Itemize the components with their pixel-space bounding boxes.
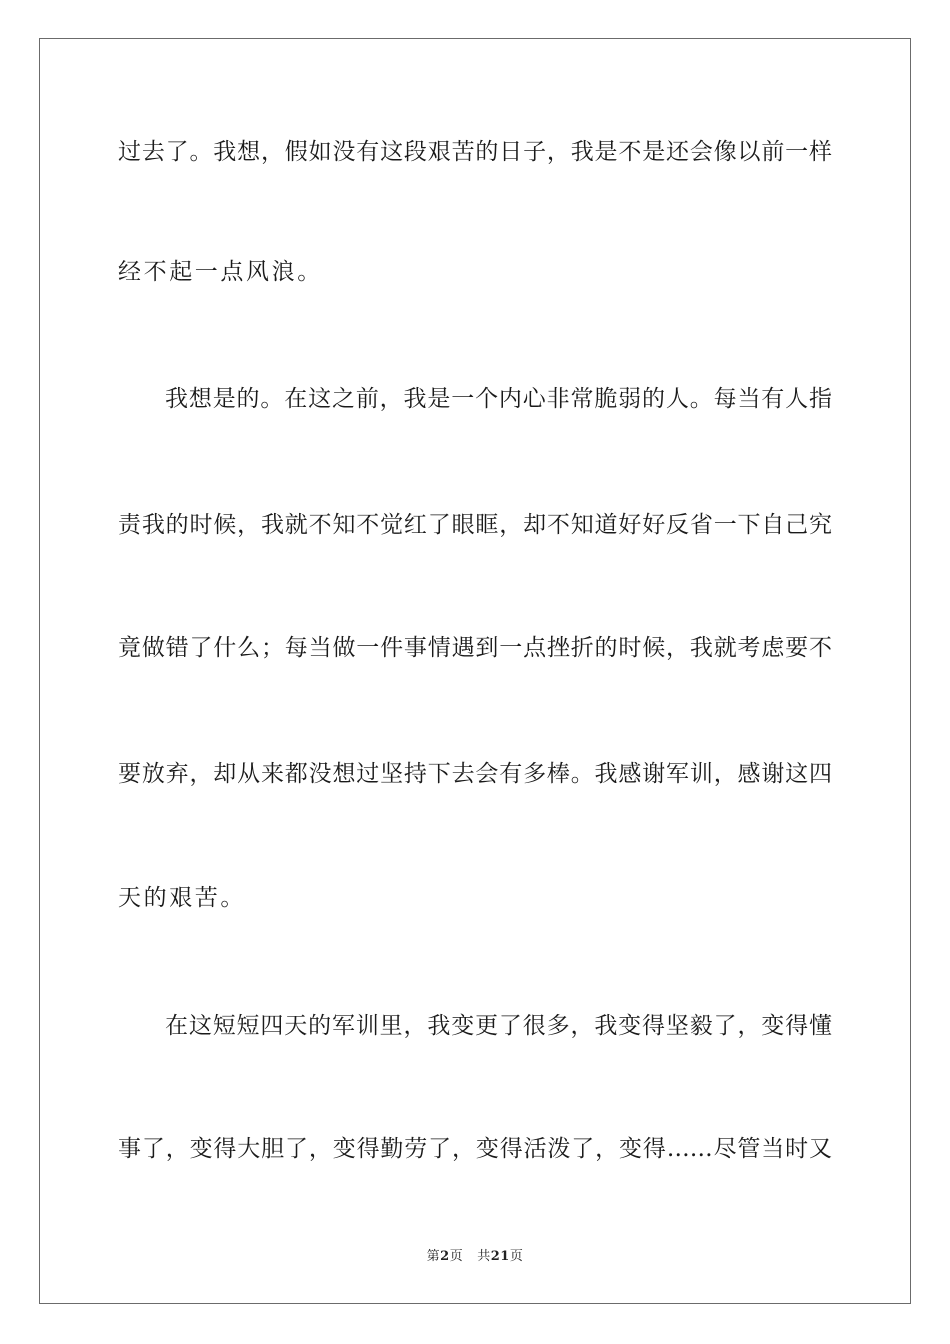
footer-total-pages: 21 [490,1249,510,1264]
footer-total-prefix: 共 [477,1249,491,1264]
paragraph-start-line: 我想是的。在这之前，我是一个内心非常脆弱的人。每当有人指 [165,386,832,412]
body-line-6: 要放弃，却从来都没想过坚持下去会有多棒。我感谢军训，感谢这四 [118,761,832,787]
footer-page-suffix: 页 [449,1249,464,1264]
footer-page-prefix: 第 [426,1249,441,1264]
body-line-7: 天的艰苦。 [118,885,246,911]
body-line-9: 事了，变得大胆了，变得勤劳了，变得活泼了，变得……尽管当时又 [118,1136,832,1162]
page-border [39,38,911,1304]
body-line-4: 责我的时候，我就不知不觉红了眼眶，却不知道好好反省一下自己究 [118,512,832,538]
footer-total-suffix: 页 [509,1249,524,1264]
footer-page-number: 2 [440,1249,450,1264]
page-footer [0,1248,950,1266]
body-line-2: 经不起一点风浪。 [118,259,323,285]
paragraph-start-line: 在这短短四天的军训里，我变更了很多，我变得坚毅了，变得懂 [165,1013,832,1039]
body-line-5: 竟做错了什么；每当做一件事情遇到一点挫折的时候，我就考虑要不 [118,635,832,661]
body-line-1: 过去了。我想，假如没有这段艰苦的日子，我是不是还会像以前一样 [118,139,832,165]
